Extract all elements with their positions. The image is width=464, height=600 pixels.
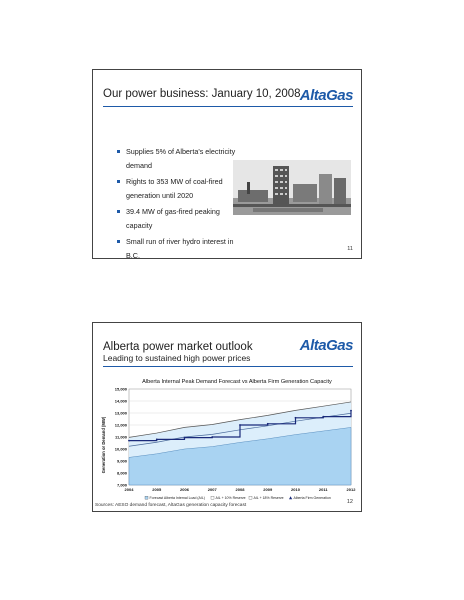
slide-subtitle: Leading to sustained high power prices [103,353,251,363]
legend-label: AIL + 10% Reserve [215,496,246,500]
x-tick-label: 2012 [346,487,356,492]
y-tick-label: 10,000 [114,446,127,452]
title-divider [103,366,353,367]
firm-generation-point [128,440,130,442]
firm-generation-point [239,424,241,426]
demand-vs-capacity-chart [99,375,357,500]
bullet-item: Small run of river hydro interest in B.C. [117,235,237,263]
x-tick-label: 2009 [263,487,273,492]
legend-swatch [145,496,148,499]
x-tick-label: 2010 [291,487,300,492]
legend-label: Alberta Firm Generation [293,496,331,500]
firm-generation-point [267,423,269,425]
y-tick-label: 14,000 [114,398,127,404]
power-plant-photo [233,160,351,215]
firm-generation-point [322,416,324,418]
x-tick-label: 2011 [318,487,328,492]
page-number: 11 [347,246,353,252]
firm-generation-point [350,410,352,412]
altagas-logo: AltaGas [299,87,353,104]
altagas-logo: AltaGas [299,337,353,354]
bullet-list [117,145,237,265]
legend-swatch [249,496,252,499]
legend-label: AIL + 18% Reserve [253,496,284,500]
firm-generation-point [156,439,158,441]
slide-title: Alberta power market outlook [103,341,253,353]
x-tick-label: 2005 [152,487,162,492]
x-tick-label: 2004 [124,487,134,492]
x-tick-label: 2007 [207,487,217,492]
firm-generation-point [184,437,186,439]
bullet-item: Rights to 353 MW of coal-fired generation until 2020 [117,175,237,203]
x-tick-label: 2006 [180,487,189,492]
y-tick-label: 9,000 [116,458,127,464]
legend-label: Forecast Alberta Internal Load (AIL) [149,496,205,500]
y-axis-label: Generation or Demand (MW) [101,416,106,474]
chart-title: Alberta Internal Peak Demand Forecast vs Alberta Firm Generation Capacity [142,379,332,385]
slide-market-outlook [92,322,362,512]
bullet-item: 39.4 MW of gas-fired peaking capacity [117,205,237,233]
y-tick-label: 11,000 [114,434,127,440]
legend-swatch [211,496,214,499]
x-tick-label: 2008 [235,487,245,492]
y-tick-label: 8,000 [116,470,127,476]
title-divider [103,106,353,107]
y-tick-label: 12,000 [114,422,127,428]
source-note: Sources: AESO demand forecast, AltaGas generation capacity forecast [95,503,247,508]
y-tick-label: 15,000 [114,386,127,392]
y-tick-label: 7,000 [116,482,127,488]
firm-generation-point [295,417,297,419]
page-number: 12 [346,499,353,505]
slide-power-business [92,69,362,259]
legend-swatch [289,496,292,499]
slide-title: Our power business: January 10, 2008 [103,88,301,100]
firm-generation-point [211,436,213,438]
bullet-item: Supplies 5% of Alberta's electricity demand [117,145,237,173]
y-tick-label: 13,000 [114,410,127,416]
